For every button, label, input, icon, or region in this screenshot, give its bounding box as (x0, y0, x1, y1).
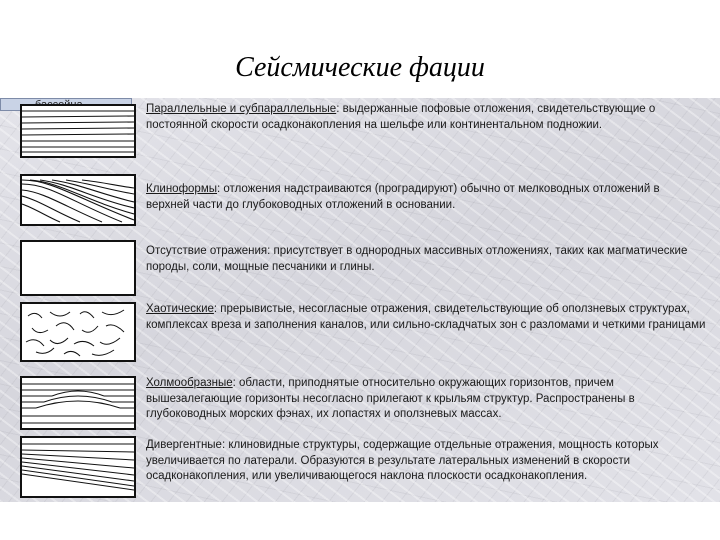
facies-description-clinoform (146, 182, 706, 213)
facies-term: Хаотические (146, 303, 214, 315)
facies-term: Параллельные и субпараллельные (146, 103, 337, 115)
parallel-facies-sketch (20, 104, 136, 158)
facies-description-chaotic (146, 302, 706, 333)
chaotic-facies-sketch (20, 302, 136, 362)
facies-description-divergent (146, 438, 706, 485)
mounded-facies-sketch (20, 376, 136, 430)
facies-description-parallel (146, 102, 706, 133)
facies-panel (0, 98, 720, 502)
facies-term: Холмообразные (146, 377, 233, 389)
no-reflection-facies-sketch (20, 240, 136, 296)
facies-text: : отложения надстраиваются (проградируют) обычно от мелководных отложений в верхней части до глубоководных отложений в основании. (146, 183, 660, 211)
divergent-facies-sketch (20, 436, 136, 498)
page-title: Сейсмические фации (235, 52, 485, 83)
facies-text: Отсутствие отражения: присутствует в однородных массивных отложениях, таких как магматические породы, соли, мощные песчаники и глины. (146, 245, 688, 273)
facies-text: : прерывистые, несогласные отражения, свидетельствующие об оползневых структурах, комплексах вреза и заполнения каналов, или сильно-складчатых зон с разломами и четкими границами (146, 303, 706, 331)
facies-term: Клиноформы (146, 183, 218, 195)
facies-description-no-reflection (146, 244, 706, 275)
clinoform-facies-sketch (20, 174, 136, 226)
facies-text: : выдержанные пофовые отложения, свидетельствующие о постоянной скорости осадконакопления на шельфе или континентальном подножии. (146, 103, 656, 131)
facies-text: : области, приподнятые относительно окружающих горизонтов, причем вышезалегающие горизонты несогласно прилегают к крыльям структур. Распространены в глубоководных морских фэнах, их лопастях и оползневых массах. (146, 377, 635, 420)
facies-description-mounded (146, 376, 706, 423)
facies-text: Дивергентные: клиновидные структуры, содержащие отдельные отражения, мощность которых увеличивается по латерали. Образуются в результате латеральных изменений в скорости осадконакопления, или увеличивающегося наклона плоскости осадконакопления. (146, 439, 659, 482)
